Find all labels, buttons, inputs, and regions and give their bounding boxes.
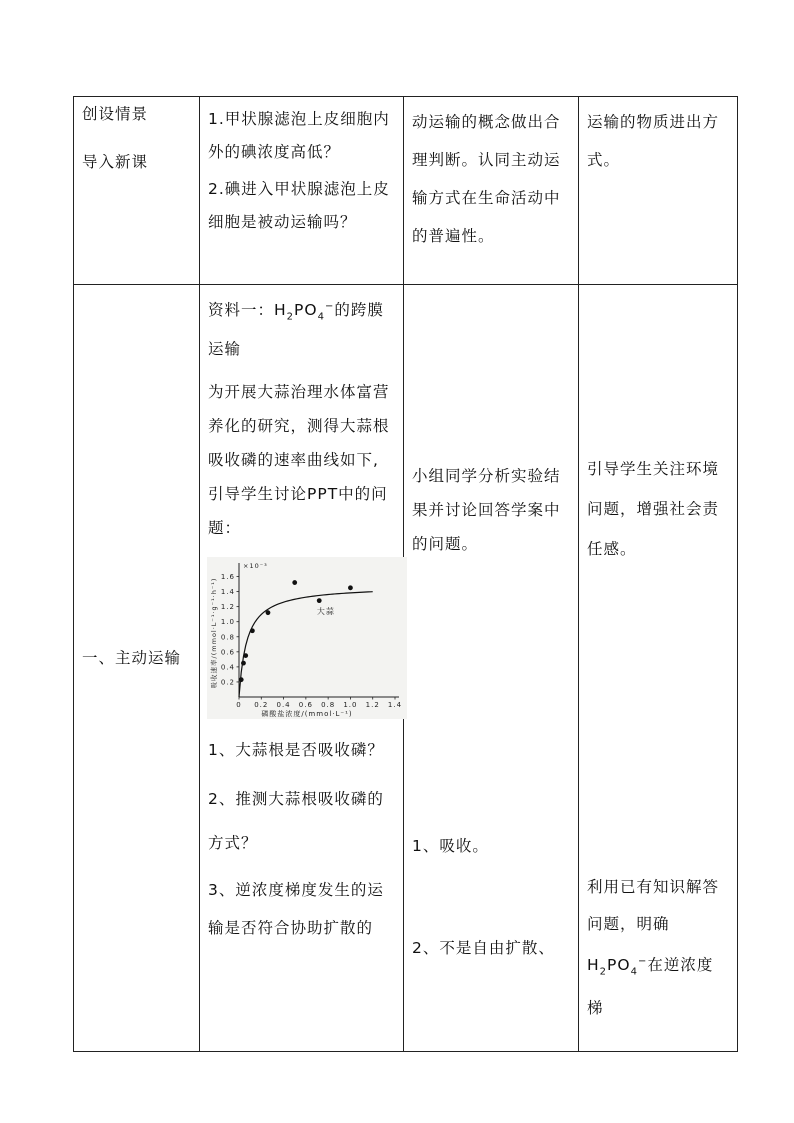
x-tick-label: 0.2: [254, 701, 269, 710]
x-tick-label: 0.4: [276, 701, 291, 710]
data-point: [243, 653, 248, 658]
data-point: [241, 661, 246, 666]
x-tick-label: 0.6: [298, 701, 313, 710]
stage-cell: [74, 97, 200, 285]
data-point: [239, 678, 244, 683]
phosphate-uptake-chart: [207, 557, 407, 719]
table-row: [74, 285, 738, 1052]
table-row: [74, 97, 738, 285]
stage-line-2: 导入新课: [82, 153, 149, 171]
intent-text: PO: [607, 956, 631, 975]
student-activity-cell: [404, 285, 579, 1052]
stage-cell: [74, 285, 200, 1052]
stage-text: 一、主动运输: [82, 649, 182, 668]
data-point: [348, 586, 353, 591]
y-tick-label: 0.6: [220, 648, 235, 657]
x-tick-label: 0.8: [321, 701, 336, 710]
heading-text: 的跨膜运输: [208, 301, 384, 359]
fitted-curve: [239, 592, 373, 697]
discussion-text: 小组同学分析实验结果并讨论回答学案中的问题。: [412, 467, 561, 553]
x-tick-label: 1.2: [365, 701, 380, 710]
stage-line-1: 创设情景: [82, 105, 149, 123]
question-1: 1、大蒜根是否吸收磷？: [208, 741, 384, 760]
heading-text: 资料一：H: [208, 301, 287, 320]
subscript: 4: [317, 311, 325, 323]
answer-2: 2、不是自由扩散、: [412, 939, 555, 957]
data-point: [317, 598, 322, 603]
intent-text: 在逆浓度梯: [587, 956, 714, 1018]
answer-1: 1、吸收。: [412, 837, 489, 855]
student-activity-cell: [404, 97, 579, 285]
x-axis-label: 磷酸盐浓度/(mmol·L⁻¹): [261, 710, 353, 719]
subscript: 2: [599, 966, 608, 978]
question-3: 3、逆浓度梯度发生的运输是否符合协助扩散的: [208, 881, 384, 938]
y-axis-label: 吸收速率/(mmol·L⁻¹·g⁻¹·h⁻¹): [210, 577, 218, 689]
question-2: 2、推测大蒜根吸收磷的方式？: [208, 790, 384, 853]
x-tick-label: 1.4: [387, 701, 403, 710]
subscript: 4: [630, 966, 638, 978]
design-intent-cell: [579, 97, 738, 285]
superscript: −: [637, 956, 648, 967]
x-tick-label: 1.0: [343, 701, 358, 710]
series-label: 大蒜: [316, 607, 335, 617]
intent-1: 引导学生关注环境问题，增强社会责任感。: [587, 460, 720, 558]
x-tick-label: 0: [236, 701, 242, 710]
question-1: 1.甲状腺滤泡上皮细胞内外的碘浓度高低？: [208, 110, 390, 161]
question-2: 2.碘进入甲状腺滤泡上皮细胞是被动运输吗？: [208, 180, 390, 231]
material-intro: 为开展大蒜治理水体富营养化的研究，测得大蒜根吸收磷的速率曲线如下,引导学生讨论PPT中的问题：: [208, 383, 390, 538]
y-multiplier-label: ×10⁻³: [243, 562, 268, 571]
data-point: [250, 629, 255, 634]
subscript: 2: [286, 311, 295, 323]
y-tick-label: 0.4: [220, 663, 235, 672]
intent-text: 运输的物质进出方式。: [587, 113, 720, 169]
teacher-activity-cell: [200, 97, 404, 285]
y-tick-label: 1.2: [220, 603, 235, 612]
y-tick-label: 1.4: [220, 588, 235, 597]
y-tick-label: 1.6: [220, 573, 235, 582]
y-tick-label: 0.8: [220, 633, 235, 642]
lesson-plan-table: [73, 96, 738, 1052]
intent-text: 利用已有知识解答问题，明确H: [587, 878, 720, 975]
student-text: 动运输的概念做出合理判断。认同主动运输方式在生命活动中的普遍性。: [412, 113, 561, 245]
design-intent-cell: [579, 285, 738, 1052]
heading-text: PO: [294, 301, 318, 320]
data-point: [292, 580, 297, 585]
chart-svg: [207, 557, 407, 719]
intent-2: [587, 869, 729, 1027]
y-tick-label: 0.2: [220, 678, 235, 687]
y-tick-label: 1.0: [220, 618, 235, 627]
superscript: −: [324, 301, 335, 312]
data-point: [266, 611, 271, 616]
material-heading: [208, 291, 395, 365]
teacher-activity-cell: [200, 285, 404, 1052]
